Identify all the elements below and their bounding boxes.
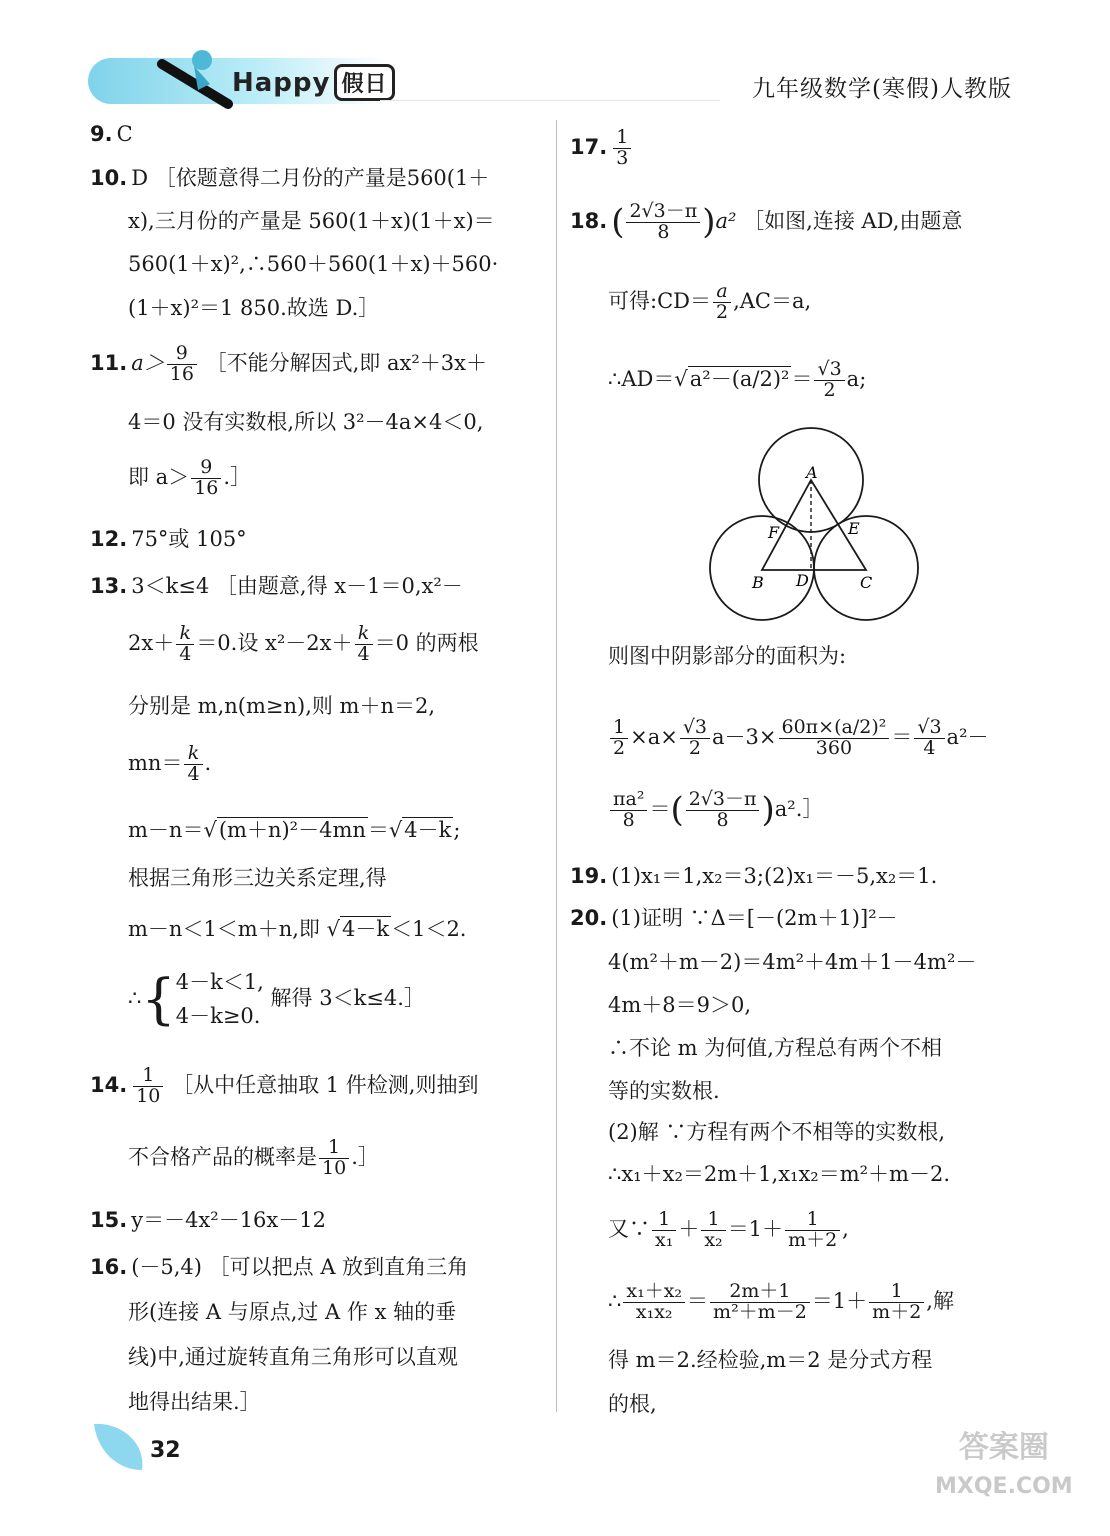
label-b: B xyxy=(752,573,764,592)
answer-20-line-1: 20. (1)证明 ∵Δ＝[－(2m＋1)]²－ xyxy=(570,906,898,930)
label-c: C xyxy=(860,573,873,592)
answer-14-line-2: 不合格产品的概率是 $\frac{1}{10}$ .］ xyxy=(128,1136,379,1179)
answer-11-line-2: 4＝0 没有实数根,所以 3²－4a×4＜0, xyxy=(128,410,484,434)
answer-20-line-7: ∴x₁＋x₂＝2m＋1,x₁x₂＝m²＋m－2. xyxy=(608,1162,950,1186)
answer-11-line-1: 11. a＞ $\frac{9}{16}$ ［不能分解因式,即 ax²＋3x＋ xyxy=(90,342,487,385)
answer-20-line-11: 的根, xyxy=(608,1392,657,1416)
header-rule xyxy=(380,100,720,101)
answer-9: 9. C xyxy=(90,122,133,146)
logo: Happy 假日 xyxy=(232,64,395,101)
column-divider xyxy=(556,120,557,1412)
answer-18-line-4: 则图中阴影部分的面积为: xyxy=(608,644,847,668)
answer-13-line-6: 根据三角形三边关系定理,得 xyxy=(128,866,387,890)
answer-16-line-2: 形(连接 A 与原点,过 A 作 x 轴的垂 xyxy=(128,1300,457,1324)
circle-c xyxy=(814,516,918,620)
answer-20-line-3: 4m＋8＝9＞0, xyxy=(608,993,752,1017)
answer-18-line-6: $\frac{\text{πa²}}{8}$ ＝( $\frac{2√3-\pi}{8}$ )a².］ xyxy=(608,790,823,831)
answer-13-line-4: mn＝ $\frac{k}{4}$ . xyxy=(128,742,212,785)
answer-13-system: ∴{4－k＜1, 4－k≥0. 解得 3＜k≤4.］ xyxy=(128,967,425,1031)
answer-18-line-1: 18. ( $\frac{2√3-\pi}{8}$ )a² ［如图,连接 AD,由题意 xyxy=(570,200,963,243)
answer-20-line-4: ∴不论 m 为何值,方程总有两个不相 xyxy=(608,1036,942,1060)
answer-18-line-5: $\frac{1}{2}$ ×a× $\frac{√3}{2}$ a－3× $\frac{\text{60π×(a/2)²}}{360}$ ＝ $\frac{√3}{4}$ a²－ xyxy=(608,718,989,759)
answer-10-line-2: x),三月份的产量是 560(1＋x)(1＋x)＝ xyxy=(128,209,495,233)
answer-18-line-3: ∴AD＝√a²－(a/2)²＝ $\frac{√3}{2}$ a; xyxy=(608,358,867,401)
answer-15: 15. y＝－4x²－16x－12 xyxy=(90,1208,326,1232)
answer-20-line-10: 得 m＝2.经检验,m＝2 是分式方程 xyxy=(608,1348,933,1372)
label-e: E xyxy=(848,519,860,538)
answer-13-line-5: m－n＝√(m＋n)²－4mn＝√4－k; xyxy=(128,818,461,842)
answer-20-line-9: ∴ $\frac{\text{x₁＋x₂}}{\text{x₁x₂}}$ ＝ $\frac{2m+1}{\text{m²＋m－2}}$ ＝1＋ $\frac{1}{m+2}$ ,解 xyxy=(608,1280,954,1323)
page-corner-leaf-icon xyxy=(90,1418,150,1478)
answer-19: 19. (1)x₁＝1,x₂＝3;(2)x₁＝－5,x₂＝1. xyxy=(570,864,938,888)
answer-10-line-3: 560(1＋x)²,∴560＋560(1＋x)＋560· xyxy=(128,252,499,276)
circle-b xyxy=(710,516,814,620)
answer-10-line-1: 10. D ［依题意得二月份的产量是560(1＋ xyxy=(90,166,490,190)
answer-13-line-2: 2x＋ $\frac{k}{4}$ ＝0.设 x²－2x＋ $\frac{k}{4}$ ＝0 的两根 xyxy=(128,622,479,665)
answer-11-line-3: 即 a＞ $\frac{9}{16}$ .］ xyxy=(128,456,252,499)
three-circles-diagram xyxy=(700,420,930,630)
answer-17: 17. $\frac{1}{3}$ xyxy=(570,128,633,169)
answer-20-line-5: 等的实数根. xyxy=(608,1079,720,1103)
logo-figure-icon xyxy=(150,44,240,110)
answer-16-line-1: 16. (－5,4) ［可以把点 A 放到直角三角 xyxy=(90,1255,469,1279)
book-subject: 九年级数学(寒假)人教版 xyxy=(752,76,1012,102)
answer-16-line-4: 地得出结果.］ xyxy=(128,1390,261,1414)
answer-12: 12. 75°或 105° xyxy=(90,527,247,551)
label-a: A xyxy=(806,463,818,482)
label-f: F xyxy=(768,523,780,542)
answer-14-line-1: 14. $\frac{1}{10}$ ［从中任意抽取 1 件检测,则抽到 xyxy=(90,1064,479,1107)
answer-13-line-1: 13. 3＜k≤4 ［由题意,得 x－1＝0,x²－ xyxy=(90,574,463,598)
answer-13-line-3: 分别是 m,n(m≥n),则 m＋n＝2, xyxy=(128,694,436,718)
watermark: 答案圈 MXQE.COM xyxy=(935,1430,1073,1499)
answer-20-line-8: 又∵ $\frac{1}{\text{x₁}}$ ＋ $\frac{1}{\text{x₂}}$ ＝1＋ $\frac{1}{m+2}$ , xyxy=(608,1208,849,1251)
answer-13-line-7: m－n＜1＜m＋n,即 √4－k＜1＜2. xyxy=(128,917,467,941)
answer-20-line-2: 4(m²＋m－2)＝4m²＋4m＋1－4m²－ xyxy=(608,950,977,974)
page-number: 32 xyxy=(150,1438,181,1463)
answer-16-line-3: 线)中,通过旋转直角三角形可以直观 xyxy=(128,1345,458,1369)
answer-20-line-6: (2)解 ∵方程有两个不相等的实数根, xyxy=(608,1120,946,1144)
answer-18-line-2: 可得:CD＝ $\frac{a}{2}$ ,AC＝a, xyxy=(608,280,812,323)
answer-10-line-4: (1＋x)²＝1 850.故选 D.］ xyxy=(128,296,380,320)
label-d: D xyxy=(796,571,809,590)
